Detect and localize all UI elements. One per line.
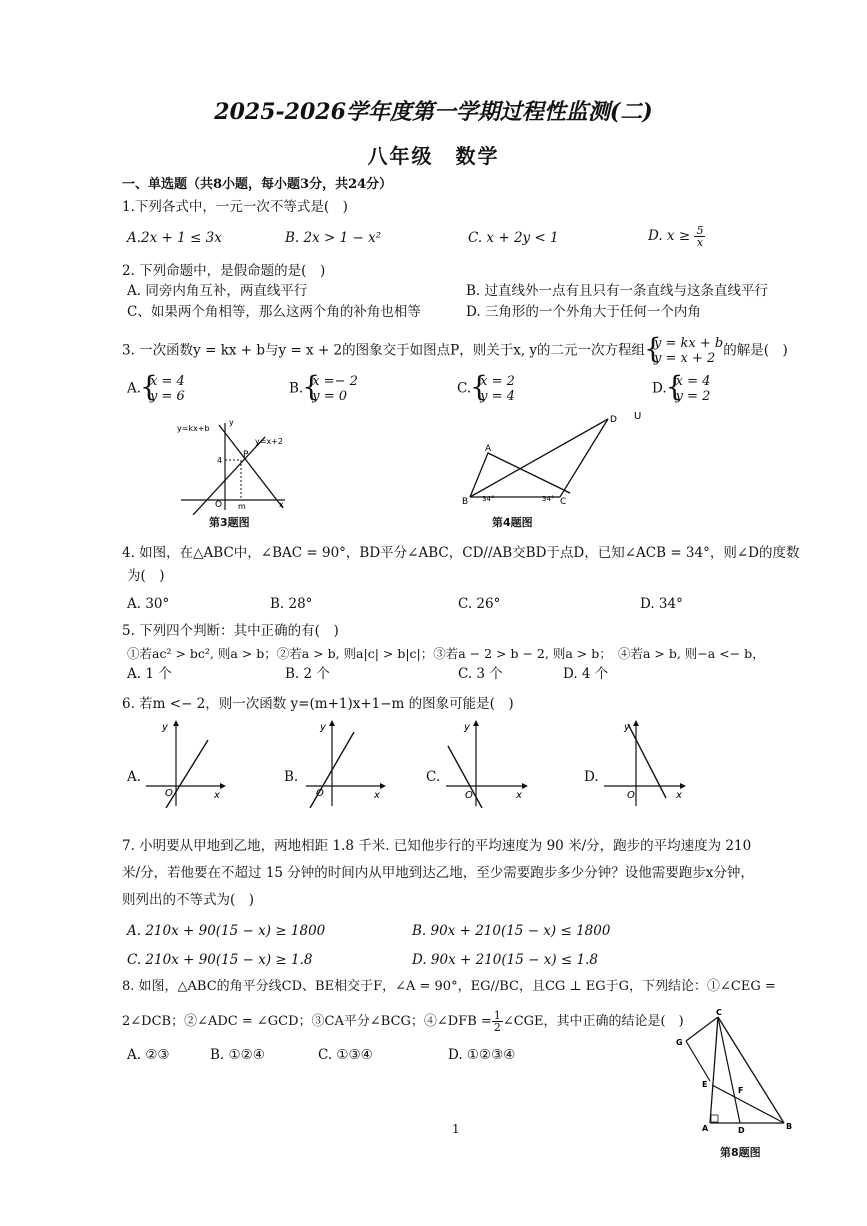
q2-option-a: A. 同旁内角互补，两直线平行 bbox=[127, 283, 308, 299]
fig8-right-angle bbox=[711, 1115, 718, 1122]
q6-d-line bbox=[628, 724, 666, 798]
q1-option-d-prefix: D. x ≥ bbox=[648, 228, 691, 244]
q3-b-label: B. bbox=[289, 380, 304, 397]
q8-line-1: 8. 如图，△ABC的角平分线CD、BE相交于F，∠A = 90°，EG//BC，且CG ⊥ EG于G，下列结论：①∠CEG = bbox=[122, 979, 776, 994]
q3-option-c bbox=[457, 374, 515, 404]
q3-c-label: C. bbox=[457, 380, 472, 397]
q6-option-d: D. bbox=[584, 769, 599, 785]
q2-option-d: D. 三角形的一个外角大于任何一个内角 bbox=[466, 304, 701, 320]
q1-option-d-fraction bbox=[694, 225, 705, 248]
fig8-label-b: B bbox=[786, 1122, 793, 1131]
q3-d-label: D. bbox=[652, 380, 667, 397]
q5-option-a: A. 1 个 bbox=[127, 666, 172, 682]
q3-b-system bbox=[303, 374, 358, 404]
q7-line-3: 则列出的不等式为( ) bbox=[122, 892, 255, 908]
q3-d-eq1: { x = 4 bbox=[675, 374, 711, 389]
fig8-label-f: F bbox=[738, 1086, 744, 1095]
fig3-label-kxb: y=kx+b bbox=[177, 424, 210, 433]
fig4-ab-ac bbox=[470, 453, 570, 497]
q6-graph-c bbox=[440, 718, 535, 808]
q3-b-eq1: { x =− 2 bbox=[312, 374, 358, 389]
q7-line-2: 米/分，若他要在不超过 15 分钟的时间内从甲地到达乙地，至少需要跑步多少分钟？设他需要跑步x分钟， bbox=[122, 865, 754, 881]
q6-c-y: y bbox=[464, 722, 470, 733]
q3-d-eq2: y = 2 bbox=[675, 389, 711, 404]
q3-d-system bbox=[667, 374, 711, 404]
q1-d-numerator: 5 bbox=[696, 224, 704, 237]
q3-a-system bbox=[141, 374, 185, 404]
q4-stem-2: 为( ) bbox=[127, 568, 165, 584]
q6-d-x: x bbox=[676, 790, 682, 801]
q3-stem-text: 3. 一次函数y = kx + b与y = x + 2的图象交于如图点P，则关于x, y的二元一次方程组 bbox=[122, 342, 646, 359]
fig4-label-c: C bbox=[560, 497, 567, 507]
fig3-label-x: x bbox=[279, 500, 284, 509]
fig4-cd bbox=[560, 419, 608, 497]
fig8-cd bbox=[718, 1017, 740, 1123]
fig3-label-4: 4 bbox=[217, 456, 223, 465]
q6-c-x: x bbox=[516, 790, 522, 801]
fig8-caption: 第8题图 bbox=[720, 1146, 761, 1159]
fig8-cb bbox=[718, 1017, 784, 1123]
q1-option-b: B. 2x > 1 − x² bbox=[285, 230, 382, 246]
q3-stem bbox=[122, 336, 788, 366]
q6-d-o: O bbox=[627, 790, 635, 801]
page-subtitle: 八年级 数学 bbox=[367, 144, 500, 168]
q1-stem: 1.下列各式中，一元一次不等式是( ) bbox=[122, 199, 348, 215]
q1-option-c: C. x + 2y < 1 bbox=[468, 230, 559, 246]
fig8-ca bbox=[710, 1017, 718, 1123]
q5-option-c: C. 3 个 bbox=[458, 666, 503, 682]
q3-system-eq1: { y = kx + b bbox=[654, 336, 724, 351]
q1-d-denominator: x bbox=[696, 236, 704, 249]
fig8-label-a: A bbox=[702, 1124, 709, 1133]
fig4-bd bbox=[470, 419, 608, 497]
section-heading: 一、单选题（共8小题，每小题3分，共24分） bbox=[122, 177, 393, 192]
fig8-label-c: C bbox=[716, 1008, 722, 1017]
q4-stem: 4. 如图，在△ABC中，∠BAC = 90°，BD平分∠ABC，CD//AB交BD于点D，已知∠ACB = 34°，则∠D的度数 bbox=[122, 545, 800, 561]
q6-graph-d bbox=[598, 718, 693, 808]
fig8-be bbox=[712, 1085, 784, 1123]
q6-b-y: y bbox=[320, 722, 326, 733]
q6-d-y: y bbox=[624, 722, 630, 733]
page-title: 2025-2026学年度第一学期过程性监测(二) bbox=[214, 99, 653, 125]
q3-a-eq1: { x = 4 bbox=[150, 374, 185, 389]
q8-frac-den: 2 bbox=[493, 1021, 501, 1034]
q5-option-d: D. 4 个 bbox=[563, 666, 609, 682]
page-number: 1 bbox=[452, 1122, 460, 1136]
q7-option-b: B. 90x + 210(15 − x) ≤ 1800 bbox=[412, 923, 611, 939]
q8-option-b: B. ①②④ bbox=[210, 1047, 265, 1063]
q3-option-d bbox=[652, 374, 710, 404]
q8-line-2a: 2∠DCB；②∠ADC = ∠GCD；③CA平分∠BCG；④∠DFB = bbox=[122, 1014, 492, 1029]
q6-a-y: y bbox=[162, 722, 168, 733]
fig4-note: U bbox=[634, 411, 642, 422]
q1-option-a: A.2x + 1 ≤ 3x bbox=[127, 230, 222, 246]
q3-c-system bbox=[471, 374, 515, 404]
q4-option-c: C. 26° bbox=[458, 596, 501, 612]
fig3-label-p: P bbox=[243, 450, 249, 460]
q3-system bbox=[645, 336, 723, 366]
fig4-caption: 第4题图 bbox=[492, 516, 533, 529]
q3-c-eq2: y = 4 bbox=[480, 389, 515, 404]
q7-option-d: D. 90x + 210(15 − x) ≤ 1.8 bbox=[412, 952, 598, 968]
q6-b-x: x bbox=[374, 790, 380, 801]
q2-stem: 2. 下列命题中，是假命题的是( ) bbox=[122, 263, 326, 279]
q8-option-a: A. ②③ bbox=[127, 1047, 170, 1063]
q3-option-b bbox=[289, 374, 358, 404]
q7-line-1: 7. 小明要从甲地到乙地，两地相距 1.8 千米. 已知他步行的平均速度为 90 米/分，跑步的平均速度为 210 bbox=[122, 838, 752, 854]
q8-fraction bbox=[492, 1010, 503, 1033]
q3-c-eq1: { x = 2 bbox=[480, 374, 515, 389]
figure-q3 bbox=[175, 415, 295, 515]
q8-frac-num: 1 bbox=[493, 1009, 501, 1022]
fig8-gc bbox=[686, 1017, 718, 1041]
q8-option-c: C. ①③④ bbox=[318, 1047, 373, 1063]
fig3-caption: 第3题图 bbox=[209, 516, 250, 529]
q6-c-o: O bbox=[465, 790, 473, 801]
fig3-label-m: m bbox=[238, 502, 246, 511]
q5-option-b: B. 2 个 bbox=[285, 666, 330, 682]
q8-line-2b: ∠CGE，其中正确的结论是( ) bbox=[502, 1014, 684, 1029]
fig8-label-g: G bbox=[676, 1038, 683, 1047]
q3-b-eq2: y = 0 bbox=[312, 389, 347, 404]
q6-graph-b bbox=[300, 718, 390, 808]
q2-option-b: B. 过直线外一点有且只有一条直线与这条直线平行 bbox=[466, 283, 769, 299]
fig4-label-b: B bbox=[462, 497, 469, 507]
fig4-diag bbox=[488, 453, 570, 493]
fig3-label-y: y bbox=[229, 418, 234, 427]
q3-a-eq2: y = 6 bbox=[150, 389, 185, 404]
q6-graph-a bbox=[140, 718, 230, 808]
q7-option-c: C. 210x + 90(15 − x) ≥ 1.8 bbox=[127, 952, 313, 968]
fig4-label-a: A bbox=[485, 444, 492, 454]
q5-statements: ①若ac² > bc², 则a > b；②若a > b, 则a|c| > b|c|；③若a − 2 > b − 2, 则a > b； ④若a > b, 则−a <− b， bbox=[127, 646, 765, 661]
fig3-label-x2: y=x+2 bbox=[255, 437, 283, 446]
q4-option-a: A. 30° bbox=[127, 596, 170, 612]
q3-a-label: A. bbox=[127, 380, 142, 397]
fig3-line-x2 bbox=[193, 437, 265, 515]
q3-stem-end: 的解是( ) bbox=[723, 342, 788, 359]
q5-stem: 5. 下列四个判断：其中正确的有( ) bbox=[122, 623, 339, 639]
fig4-label-d: D bbox=[610, 415, 617, 425]
q4-option-b: B. 28° bbox=[270, 596, 313, 612]
q6-option-a: A. bbox=[127, 769, 142, 785]
fig4-angle-b: 34° bbox=[482, 495, 495, 503]
q6-option-b: B. bbox=[284, 769, 299, 785]
q4-option-d: D. 34° bbox=[640, 596, 683, 612]
figure-q8 bbox=[668, 1005, 798, 1135]
q3-option-a bbox=[127, 374, 185, 404]
fig8-ge bbox=[686, 1041, 710, 1081]
q6-option-c: C. bbox=[426, 769, 441, 785]
fig4-angle-c: 34° bbox=[542, 495, 555, 503]
q6-b-o: O bbox=[316, 788, 324, 799]
q2-option-c: C、如果两个角相等，那么这两个角的补角也相等 bbox=[127, 304, 421, 320]
figure-q4 bbox=[458, 405, 658, 515]
q1-option-d bbox=[648, 225, 705, 248]
q6-a-o: O bbox=[165, 788, 173, 799]
q6-stem: 6. 若m <− 2，则一次函数 y=(m+1)x+1−m 的图象可能是( ) bbox=[122, 696, 514, 712]
fig8-label-e: E bbox=[702, 1080, 708, 1089]
q7-option-a: A. 210x + 90(15 − x) ≥ 1800 bbox=[127, 923, 326, 939]
q8-option-d: D. ①②③④ bbox=[448, 1047, 516, 1063]
q3-system-eq2: y = x + 2 bbox=[654, 351, 716, 366]
fig3-label-o: O bbox=[215, 500, 223, 510]
q6-a-x: x bbox=[214, 790, 220, 801]
q8-line-2 bbox=[122, 1010, 684, 1033]
fig8-label-d: D bbox=[738, 1126, 745, 1135]
